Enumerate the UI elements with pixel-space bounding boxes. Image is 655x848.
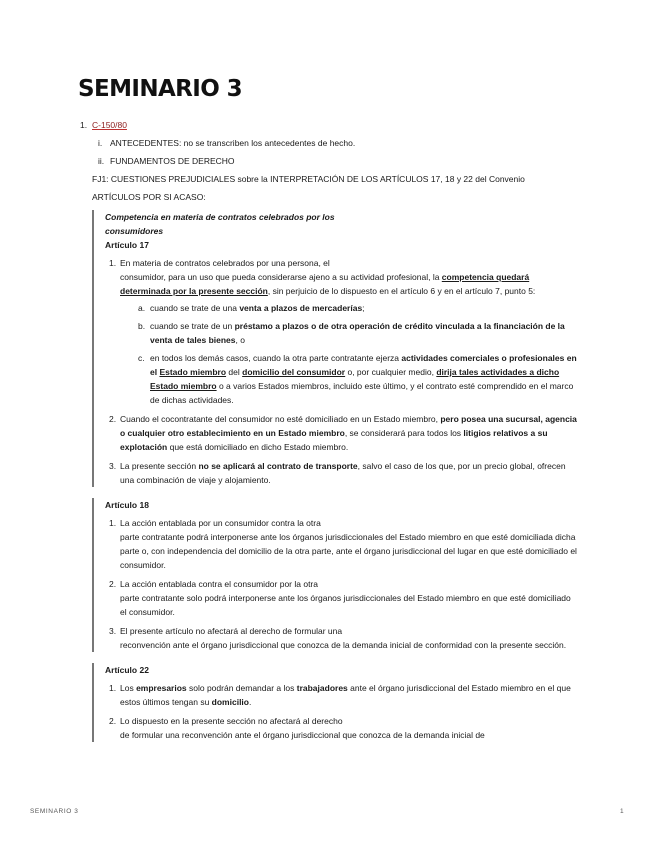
case-link[interactable]: C-150/80 [92, 120, 127, 130]
list-number: 1. [80, 120, 88, 130]
item-text: El presente artículo no afectará al derecho de formular una [120, 626, 343, 636]
articulos-heading: ARTÍCULOS POR SI ACASO: [92, 192, 206, 202]
item-text: , o [235, 335, 245, 345]
item-text-bold: Estado miembro [159, 367, 227, 377]
item-text: consumidor, para un uso que pueda considerarse ajeno a su actividad profesional, la [120, 272, 442, 282]
list-number: 2. [109, 716, 117, 726]
item-text-bold: dirija tales actividades a dicho Estado miembro [150, 367, 560, 391]
item-text-bold: domicilio [211, 697, 249, 707]
quote-article-18 [92, 498, 579, 652]
list-number: 1. [109, 683, 117, 693]
list-number: i. [98, 138, 103, 148]
page-number: 1 [620, 808, 624, 815]
item-text: La acción entablada por un consumidor contra la otra [120, 518, 321, 528]
item-text-bold: trabajadores [296, 683, 348, 693]
fundamentos-text: FUNDAMENTOS DE DERECHO [110, 156, 235, 166]
item-text: parte contratante solo podrá interponerse ante los órganos jurisdiccionales del Estado miembro en que esté domiciliado el consumidor. [120, 593, 571, 617]
item-text: o a varios Estados miembros, incluido este último, y el contrato esté comprendido en el marco de dichas actividades. [150, 381, 574, 405]
item-text: Cuando el cocontratante del consumidor no esté domiciliado en un Estado miembro, [120, 414, 441, 424]
article-title: Artículo 17 [105, 240, 149, 250]
quote-article-22 [92, 663, 579, 742]
item-text: La presente sección [120, 461, 199, 471]
list-item [105, 459, 579, 487]
item-text-bold: actividades comerciales o profesionales en el [150, 353, 577, 377]
list-item [105, 624, 579, 652]
sub-item [120, 351, 579, 407]
item-text-bold: domicilio del consumidor [242, 367, 346, 377]
item-text: ante el órgano jurisdiccional del Estado miembro en el que estos últimos tengan su [120, 683, 571, 707]
item-text-bold: empresarios [136, 683, 187, 693]
item-text: En materia de contratos celebrados por una persona, el [120, 258, 330, 268]
item-text: solo podrán demandar a los [186, 683, 297, 693]
item-text: ; [362, 303, 365, 313]
item-text: de formular una reconvención ante el órgano jurisdiccional que conozca de la demanda inicial de [120, 730, 485, 740]
quote-article-17 [92, 210, 579, 487]
item-text: reconvención ante el órgano jurisdiccional que conozca de la demanda inicial de conformidad con la presente sección. [120, 640, 567, 650]
list-number: 1. [109, 258, 117, 268]
item-text-bold: préstamo a plazos o de otra operación de crédito vinculada a la financiación de la venta de tales bienes [150, 321, 565, 345]
article-title: Artículo 18 [105, 500, 149, 510]
list-item [105, 516, 579, 572]
item-text: Los [120, 683, 137, 693]
list-number: 1. [109, 518, 117, 528]
list-letter: c. [138, 353, 145, 363]
case-list-item [0, 118, 655, 132]
item-text: que está domiciliado en dicho Estado miembro. [167, 442, 349, 452]
list-number: 3. [109, 461, 117, 471]
item-text-bold: pero posea una sucursal, agencia o cualquier otro establecimiento en un Estado miembro [120, 414, 577, 438]
item-text: o, por cualquier medio, [345, 367, 437, 377]
item-text: cuando se trate de una [150, 303, 240, 313]
section-heading: Competencia en materia de contratos celebrados por los consumidores [105, 212, 335, 236]
page-title: SEMINARIO 3 [78, 76, 243, 102]
list-item [105, 681, 579, 709]
item-text: La acción entablada contra el consumidor por la otra [120, 579, 318, 589]
item-text: en todos los demás casos, cuando la otra parte contratante ejerza [150, 353, 402, 363]
footer-title: SEMINARIO 3 [30, 808, 79, 815]
item-text: , salvo el caso de los que, por un precio global, ofrecen una combinación de viaje y alojamiento. [120, 461, 566, 485]
list-item [105, 714, 579, 742]
list-item [105, 412, 579, 454]
fj1-paragraph: FJ1: CUESTIONES PREJUDICIALES sobre la INTERPRETACIÓN DE LOS ARTÍCULOS 17, 18 y 22 del Convenio [92, 174, 525, 184]
antecedentes-item [0, 136, 655, 150]
item-text: parte contratante podrá interponerse ante los órganos jurisdiccionales del Estado miembro en que esté domiciliada dicha parte o, con independencia del domicilio de la otra parte, ante el órgano jurisdiccional del lugar en que esté domiciliado el consumidor. [120, 532, 577, 570]
item-text: del [226, 367, 243, 377]
antecedentes-text: ANTECEDENTES: no se transcriben los antecedentes de hecho. [110, 138, 356, 148]
item-text: Lo dispuesto en la presente sección no afectará al derecho [120, 716, 343, 726]
item-text-bold: litigios relativos a su explotación [120, 428, 548, 452]
sub-item [120, 301, 579, 315]
item-text: , se considerará para todos los [344, 428, 464, 438]
list-letter: a. [138, 303, 146, 313]
item-text: cuando se trate de un [150, 321, 235, 331]
document-body [0, 118, 655, 747]
list-number: 2. [109, 579, 117, 589]
item-text-bold: no se aplicará al contrato de transporte [198, 461, 358, 471]
item-text-bold: venta a plazos de mercaderías [239, 303, 363, 313]
item-text-bold: competencia quedará determinada por la presente sección [120, 272, 530, 296]
list-number: 2. [109, 414, 117, 424]
item-text: . [248, 697, 252, 707]
list-number: 3. [109, 626, 117, 636]
list-item [105, 256, 579, 407]
article-title: Artículo 22 [105, 665, 149, 675]
item-text: , sin perjuicio de lo dispuesto en el artículo 6 y en el artículo 7, punto 5: [267, 286, 536, 296]
list-item [105, 577, 579, 619]
fundamentos-item [0, 154, 655, 168]
list-number: ii. [98, 156, 105, 166]
list-letter: b. [138, 321, 146, 331]
sub-item [120, 319, 579, 347]
